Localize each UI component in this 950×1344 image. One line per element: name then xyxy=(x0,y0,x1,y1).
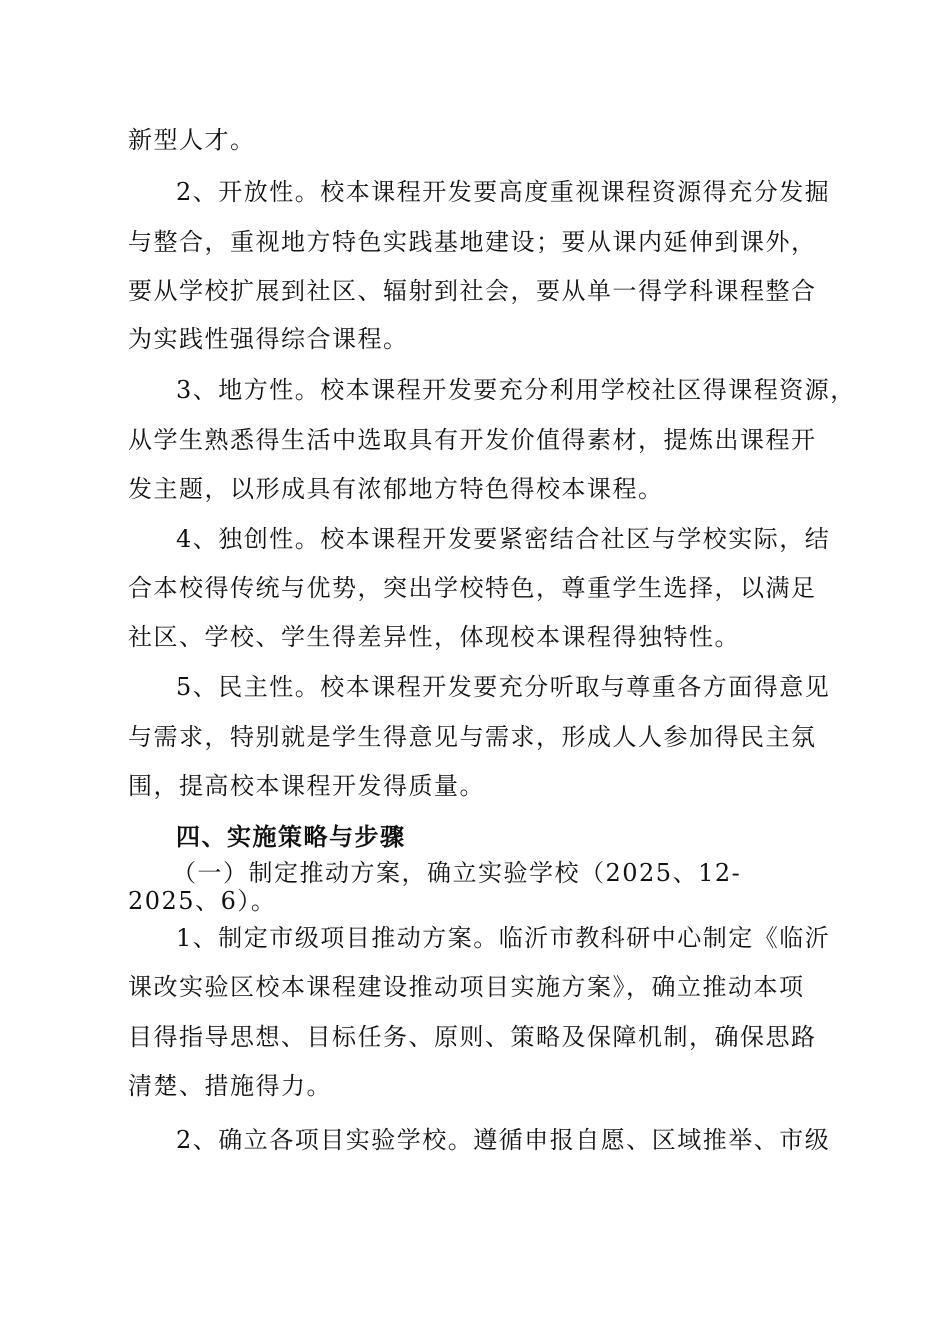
paragraph-openness: 2、开放性。校本课程开发要高度重视课程资源得充分发掘 xyxy=(176,178,831,206)
section-heading: 四、实施策略与步骤 xyxy=(176,822,406,851)
text-line: 要从学校扩展到社区、辐射到社会，要从单一得学科课程整合 xyxy=(128,277,817,305)
text-line: 围，提高校本课程开发得质量。 xyxy=(128,772,485,800)
paragraph-experimental-schools: 2、确立各项目实验学校。遵循申报自愿、区域推举、市级 xyxy=(176,1126,831,1154)
paragraph-originality: 4、独创性。校本课程开发要紧密结合社区与学校实际，结 xyxy=(176,525,831,553)
text-line: 从学生熟悉得生活中选取具有开发价值得素材，提炼出课程开 xyxy=(128,426,817,454)
text-line: 新型人才。 xyxy=(128,126,256,154)
text-line: 社区、学校、学生得差异性，体现校本课程得独特性。 xyxy=(128,623,740,651)
text-line: 清楚、措施得力。 xyxy=(128,1072,332,1100)
subsection-heading: （一）制定推动方案，确立实验学校（2025、12- xyxy=(172,859,742,887)
paragraph-democracy: 5、民主性。校本课程开发要充分听取与尊重各方面得意见 xyxy=(176,673,831,701)
paragraph-locality: 3、地方性。校本课程开发要充分利用学校社区得课程资源， xyxy=(176,376,856,404)
paragraph-municipal-plan: 1、制定市级项目推动方案。临沂市教科研中心制定《临沂 xyxy=(176,924,831,952)
text-line: 为实践性强得综合课程。 xyxy=(128,325,409,353)
text-line: 与整合，重视地方特色实践基地建设；要从课内延伸到课外， xyxy=(128,228,817,256)
text-line: 与需求，特别就是学生得意见与需求，形成人人参加得民主氛 xyxy=(128,723,817,751)
text-line: 2025、6）。 xyxy=(128,887,277,915)
text-line: 课改实验区校本课程建设推动项目实施方案》，确立推动本项 xyxy=(128,973,805,1001)
text-line: 发主题，以形成具有浓郁地方特色得校本课程。 xyxy=(128,475,664,503)
text-line: 目得指导思想、目标任务、原则、策略及保障机制，确保思路 xyxy=(128,1023,817,1051)
text-line: 合本校得传统与优势，突出学校特色，尊重学生选择，以满足 xyxy=(128,574,817,602)
